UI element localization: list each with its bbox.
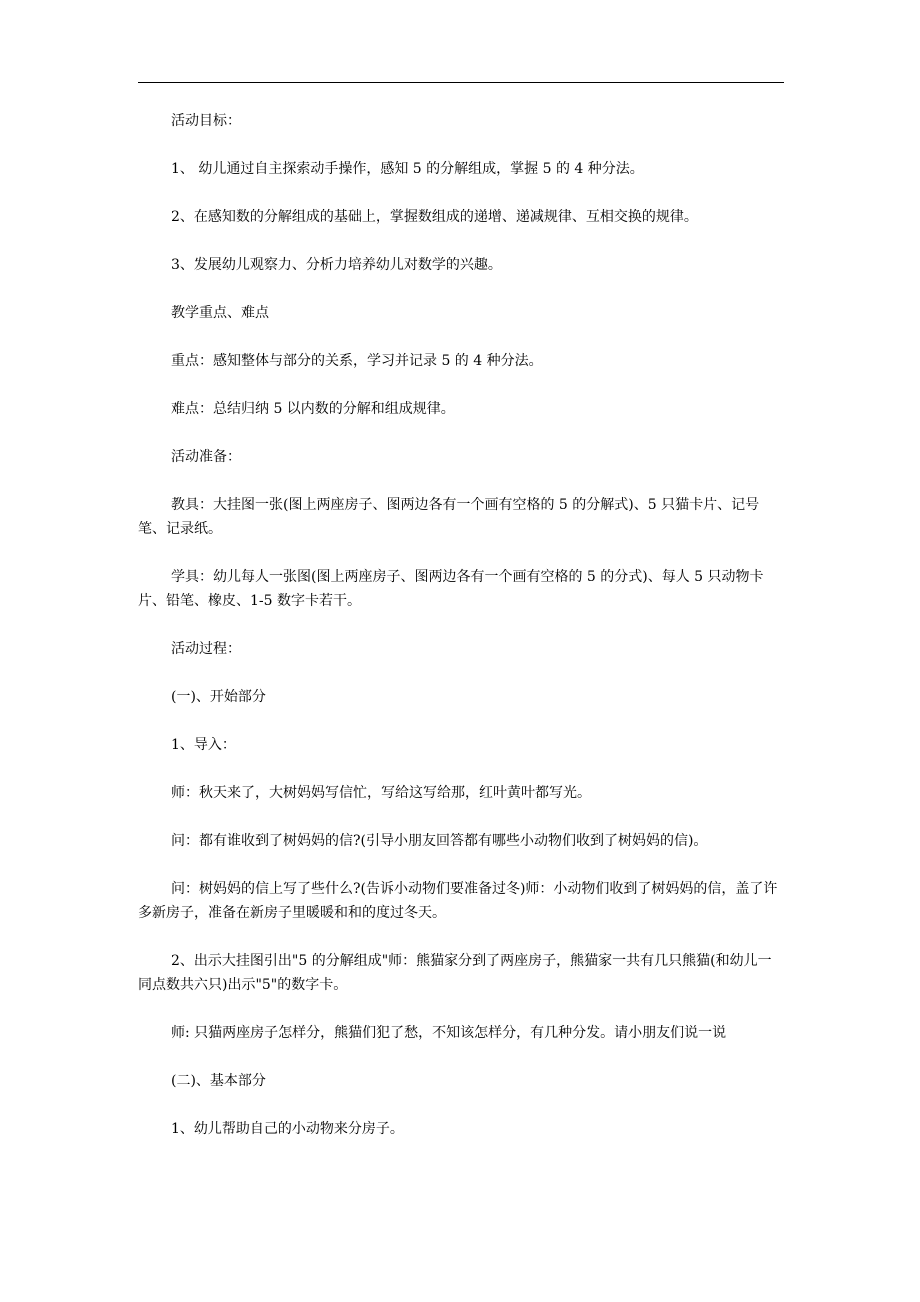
header-rule [138, 82, 784, 83]
section-heading-start: (一)、开始部分 [171, 689, 266, 705]
goal-item-1: 1、 幼儿通过自主探索动手操作，感知 5 的分解组成，掌握 5 的 4 种分法。 [171, 161, 644, 177]
step-show-chart: 2、出示大挂图引出"5 的分解组成"师：熊猫家分到了两座房子，熊猫家一共有几只熊猫(和幼儿一同点数共六只)出示"5"的数字卡。 [138, 953, 772, 993]
heading-activity-goals: 活动目标： [171, 113, 241, 129]
question-line-1: 问：都有谁收到了树妈妈的信?(引导小朋友回答都有哪些小动物们收到了树妈妈的信)。 [171, 833, 708, 849]
section-heading-basic: (二)、基本部分 [171, 1073, 266, 1089]
question-line-2: 问：树妈妈的信上写了些什么?(告诉小动物们要准备过冬)师：小动物们收到了树妈妈的信，盖了许多新房子，准备在新房子里暖暖和和的度过冬天。 [138, 881, 778, 921]
heading-preparation: 活动准备： [171, 449, 241, 465]
step-divide-houses: 1、幼儿帮助自己的小动物来分房子。 [171, 1121, 404, 1137]
teacher-line-2: 师: 只猫两座房子怎样分，熊猫们犯了愁，不知该怎样分，有几种分发。请小朋友们说一说 [171, 1025, 727, 1041]
heading-key-points: 教学重点、难点 [171, 305, 269, 321]
heading-process: 活动过程： [171, 641, 241, 657]
goal-item-2: 2、在感知数的分解组成的基础上，掌握数组成的递增、递减规律、互相交换的规律。 [171, 209, 698, 225]
difficult-point: 难点：总结归纳 5 以内数的分解和组成规律。 [171, 401, 455, 417]
teacher-line-1: 师：秋天来了，大树妈妈写信忙，写给这写给那，红叶黄叶都写光。 [171, 785, 591, 801]
goal-item-3: 3、发展幼儿观察力、分析力培养幼儿对数学的兴趣。 [171, 257, 502, 273]
teaching-aids: 教具：大挂图一张(图上两座房子、图两边各有一个画有空格的 5 的分解式)、5 只猫卡片、记号笔、记录纸。 [138, 497, 760, 537]
learning-aids: 学具：幼儿每人一张图(图上两座房子、图两边各有一个画有空格的 5 的分式)、每人 5 只动物卡片、铅笔、橡皮、1-5 数字卡若干。 [138, 569, 764, 609]
key-point: 重点：感知整体与部分的关系，学习并记录 5 的 4 种分法。 [171, 353, 543, 369]
step-introduction: 1、导入： [171, 737, 236, 753]
document-body [138, 109, 784, 1165]
